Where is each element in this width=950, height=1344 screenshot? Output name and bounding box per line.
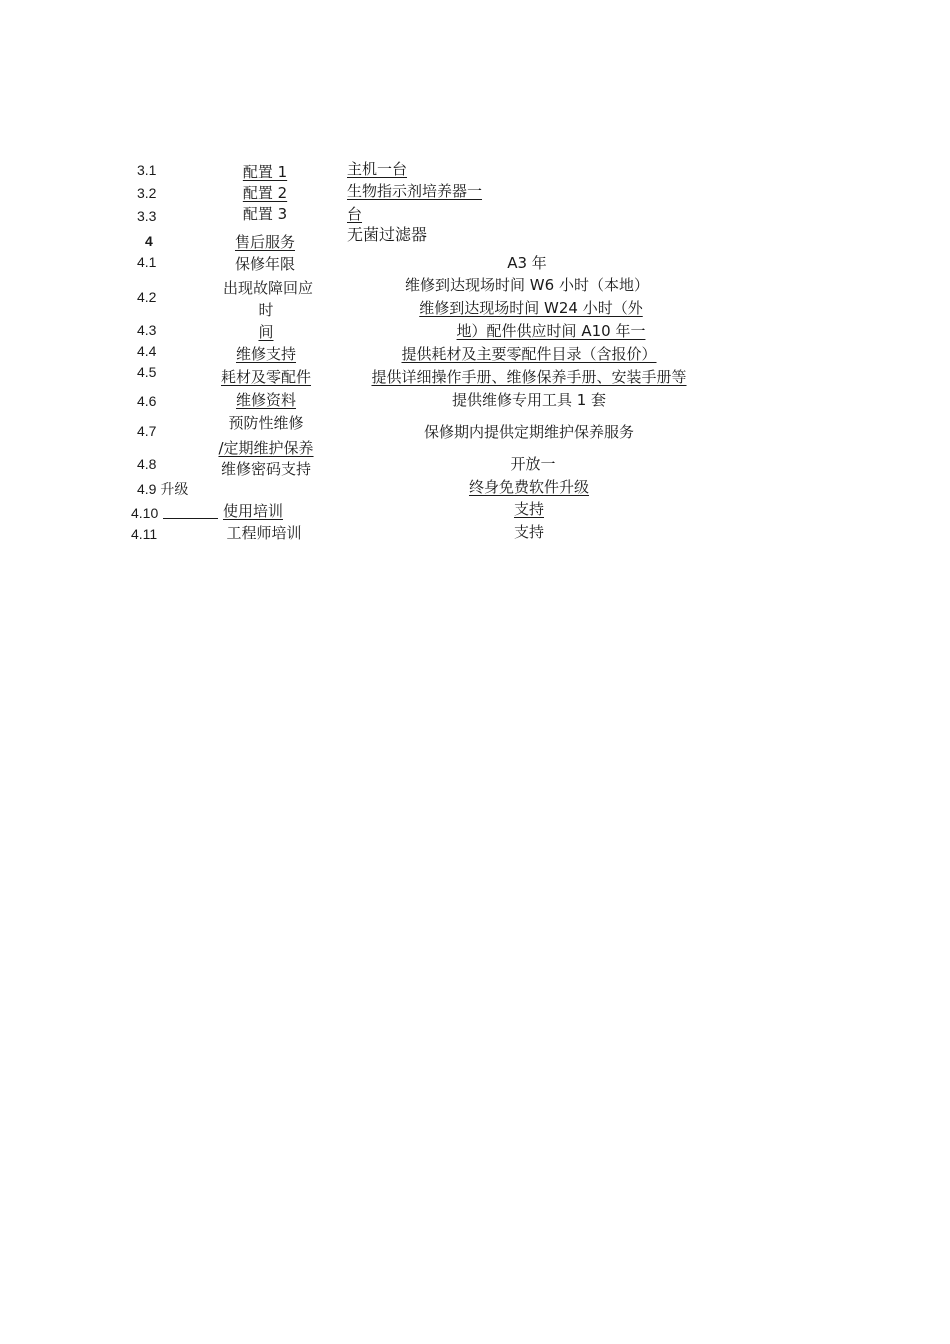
item-content: 提供维修专用工具 1 套	[451, 391, 607, 409]
item-label: 时	[258, 301, 274, 319]
item-content: 维修到达现场时间 W24 小时（外	[419, 299, 643, 317]
item-content: 终身免费软件升级	[468, 478, 590, 496]
section-number: 4	[145, 233, 153, 249]
row-number: 4.2	[137, 289, 157, 305]
row-number: 4.8	[137, 456, 157, 472]
item-label: 维修资料	[235, 391, 297, 409]
item-content: 地）配件供应时间 A10 年一	[456, 322, 646, 340]
row-number: 4.4	[137, 343, 157, 359]
item-content: 支持	[513, 523, 545, 541]
row-number: 3.3	[137, 208, 157, 224]
row-number: 4.3	[137, 322, 157, 338]
row-number: 3.2	[137, 185, 157, 201]
item-content: 提供耗材及主要零配件目录（含报价）	[401, 345, 657, 363]
section-title: 售后服务	[234, 233, 296, 251]
item-label: 工程师培训	[226, 524, 302, 542]
item-label: 配置 1	[242, 163, 288, 181]
item-content: 维修到达现场时间 W6 小时（本地）	[405, 276, 649, 294]
item-label: 出现故障回应	[222, 279, 314, 297]
item-label: 维修密码支持	[220, 460, 312, 478]
item-label: 配置 2	[242, 184, 288, 202]
item-content: 支持	[513, 500, 545, 518]
item-content: A3 年	[507, 254, 547, 272]
item-label: 配置 3	[242, 205, 288, 223]
row-number: 4.11	[131, 526, 158, 542]
item-content: 无菌过滤器	[347, 225, 428, 244]
item-label: 维修支持	[235, 345, 297, 363]
item-content: 开放一	[510, 455, 556, 473]
item-label: 间	[258, 323, 274, 341]
row-number: 4.1	[137, 254, 157, 270]
item-label: 预防性维修	[228, 414, 304, 432]
item-content: 主机一台	[347, 160, 408, 178]
row-number: 3.1	[137, 162, 157, 178]
row-number: 4.6	[137, 393, 157, 409]
row-number: 4.7	[137, 423, 157, 439]
item-content: 提供详细操作手册、维修保养手册、安装手册等	[371, 368, 687, 386]
row-number: 4.9 升级	[137, 481, 189, 497]
item-label: 使用培训	[222, 502, 284, 520]
row-number: 4.5	[137, 364, 157, 380]
item-label: /定期维护保养	[218, 439, 314, 457]
item-label: 保修年限	[234, 255, 296, 273]
item-content: 保修期内提供定期维护保养服务	[423, 423, 635, 441]
leader-line	[163, 518, 218, 519]
item-content: 生物指示剂培养器一	[347, 182, 483, 200]
item-label: 耗材及零配件	[220, 368, 312, 386]
row-number: 4.10	[131, 505, 159, 521]
item-content: 台	[347, 205, 363, 223]
